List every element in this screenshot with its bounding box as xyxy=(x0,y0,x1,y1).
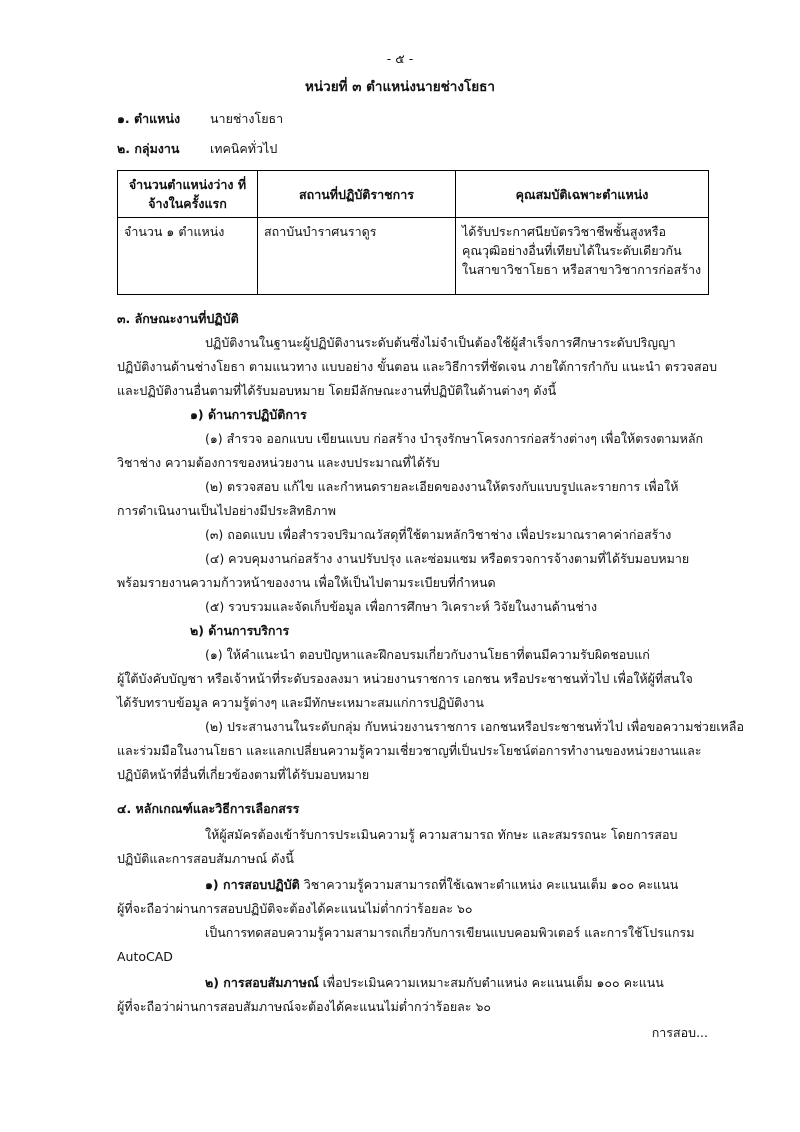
section4-intro-line: ให้ผู้สมัครต้องเข้ารับการประเมินความรู้ ความสามารถ ทักษะ และสมรรถนะ โดยการสอบ xyxy=(205,827,678,842)
section4-heading: ๔. หลักเกณฑ์และวิธีการเลือกสรร xyxy=(117,801,300,816)
page-number: - ๕ - xyxy=(386,51,414,66)
service-line: (๒) ประสานงานในระดับกลุ่ม กับหน่วยงานราชการ เอกชนหรือประชาชนทั่วไป เพื่อขอความช่วยเหลือ xyxy=(205,719,744,734)
interview-exam-text: เพื่อประเมินความเหมาะสมกับตำแหน่ง คะแนนเต็ม ๑๐๐ คะแนน xyxy=(318,975,664,990)
service-line: (๑) ให้คำแนะนำ ตอบปัญหาและฝึกอบรมเกี่ยวกับงานโยธาที่ตนมีความรับผิดชอบแก่ xyxy=(205,647,650,662)
service-line: ได้รับทราบข้อมูล ความรู้ต่างๆ และมีทักษะเหมาะสมแก่การปฏิบัติงาน xyxy=(117,695,484,710)
position-table xyxy=(117,170,709,295)
section4-intro-line: ปฏิบัติและการสอบสัมภาษณ์ ดังนี้ xyxy=(117,851,294,866)
qualification-line: ได้รับประกาศนียบัตรวิชาชีพชั้นสูงหรือ xyxy=(462,224,667,239)
duty-line: (๕) รวบรวมและจัดเก็บข้อมูล เพื่อการศึกษา วิเคราะห์ วิจัยในงานด้านช่าง xyxy=(205,599,598,614)
column-header: สถานที่ปฏิบัติราชการ xyxy=(258,171,456,218)
practical-exam-label: ๑) การสอบปฏิบัติ xyxy=(205,877,300,892)
vacancy-count-cell: จำนวน ๑ ตำแหน่ง xyxy=(118,218,258,295)
service-line: และร่วมมือในงานโยธา และแลกเปลี่ยนความรู้ความเชี่ยวชาญที่เป็นประโยชน์ต่อการทำงานของหน่วยงานและ xyxy=(117,743,702,758)
section3-intro-line: ปฏิบัติงานในฐานะผู้ปฏิบัติงานระดับต้นซึ่งไม่จำเป็นต้องใช้ผู้สำเร็จการศึกษาระดับปริญญา xyxy=(205,335,676,350)
practical-exam-text: วิชาความรู้ความสามารถที่ใช้เฉพาะตำแหน่ง คะแนนเต็ม ๑๐๐ คะแนน xyxy=(299,877,679,892)
duty-line: (๒) ตรวจสอบ แก้ไข และกำหนดรายละเอียดของงานให้ตรงกับแบบรูปและรายการ เพื่อให้ xyxy=(205,479,679,494)
service-line: ผู้ใต้บังคับบัญชา หรือเจ้าหน้าที่ระดับรองลงมา หน่วยงานราชการ เอกชน หรือประชาชนทั่วไป เพื่อให้ผู้ที่สนใจ xyxy=(117,671,693,686)
duty-line: พร้อมรายงานความก้าวหน้าของงาน เพื่อให้เป็นไปตามระเบียบที่กำหนด xyxy=(117,575,496,590)
service-heading: ๒) ด้านการบริการ xyxy=(190,623,290,638)
operations-heading: ๑) ด้านการปฏิบัติการ xyxy=(190,407,307,422)
interview-exam-pass-line: ผู้ที่จะถือว่าผ่านการสอบสัมภาษณ์จะต้องได้คะแนนไม่ต่ำกว่าร้อยละ ๖๐ xyxy=(117,999,492,1014)
continuation-text: การสอบ... xyxy=(651,1025,708,1040)
page-title: หน่วยที่ ๓ ตำแหน่งนายช่างโยธา xyxy=(305,79,495,95)
practical-exam-line xyxy=(205,876,678,894)
section3-intro-line: ปฏิบัติงานด้านช่างโยธา ตามแนวทาง แบบอย่าง ขั้นตอน และวิธีการที่ชัดเจน ภายใต้การกำกับ แนะนำ ตรวจสอบ xyxy=(117,359,718,374)
group-value: เทคนิคทั่วไป xyxy=(210,141,278,156)
duty-line: (๑) สำรวจ ออกแบบ เขียนแบบ ก่อสร้าง บำรุงรักษาโครงการก่อสร้างต่างๆ เพื่อให้ตรงตามหลัก xyxy=(205,431,704,446)
practical-exam-note: เป็นการทดสอบความรู้ความสามารถเกี่ยวกับการเขียนแบบคอมพิวเตอร์ และการใช้โปรแกรม xyxy=(205,925,695,940)
qualification-line: คุณวุฒิอย่างอื่นที่เทียบได้ในระดับเดียวกัน xyxy=(462,243,682,258)
group-label: ๒. กลุ่มงาน xyxy=(117,141,180,156)
column-header: คุณสมบัติเฉพาะตำแหน่ง xyxy=(456,171,709,218)
duty-line: (๔) ควบคุมงานก่อสร้าง งานปรับปรุง และซ่อมแซม หรือตรวจการจ้างตามที่ได้รับมอบหมาย xyxy=(205,551,690,566)
section3-heading: ๓. ลักษณะงานที่ปฏิบัติ xyxy=(117,311,239,326)
position-label: ๑. ตำแหน่ง xyxy=(117,111,181,126)
qualification-line: ในสาขาวิชาโยธา หรือสาขาวิชาการก่อสร้าง xyxy=(462,262,702,277)
interview-exam-line xyxy=(205,974,664,992)
position-value: นายช่างโยธา xyxy=(210,111,284,126)
service-line: ปฏิบัติหน้าที่อื่นที่เกี่ยวข้องตามที่ได้รับมอบหมาย xyxy=(117,767,370,782)
section3-intro-line: และปฏิบัติงานอื่นตามที่ได้รับมอบหมาย โดยมีลักษณะงานที่ปฏิบัติในด้านต่างๆ ดังนี้ xyxy=(117,383,557,398)
workplace-cell: สถาบันบำราศนราดูร xyxy=(258,218,456,295)
duty-line: (๓) ถอดแบบ เพื่อสำรวจปริมาณวัสดุที่ใช้ตามหลักวิชาช่าง เพื่อประมาณราคาค่าก่อสร้าง xyxy=(205,527,672,542)
duty-line: การดำเนินงานเป็นไปอย่างมีประสิทธิภาพ xyxy=(117,503,336,518)
column-header: จำนวนตำแหน่งว่าง ที่จ้างในครั้งแรก xyxy=(118,171,258,218)
table-row xyxy=(118,218,709,295)
interview-exam-label: ๒) การสอบสัมภาษณ์ xyxy=(205,975,319,990)
duty-line: วิชาช่าง ความต้องการของหน่วยงาน และงบประมาณที่ได้รับ xyxy=(117,455,440,470)
table-header-row xyxy=(118,171,709,218)
practical-exam-note-cont: AutoCAD xyxy=(117,949,173,964)
practical-exam-pass-line: ผู้ที่จะถือว่าผ่านการสอบปฏิบัติจะต้องได้คะแนนไม่ต่ำกว่าร้อยละ ๖๐ xyxy=(117,901,473,916)
qualification-cell xyxy=(456,218,709,295)
